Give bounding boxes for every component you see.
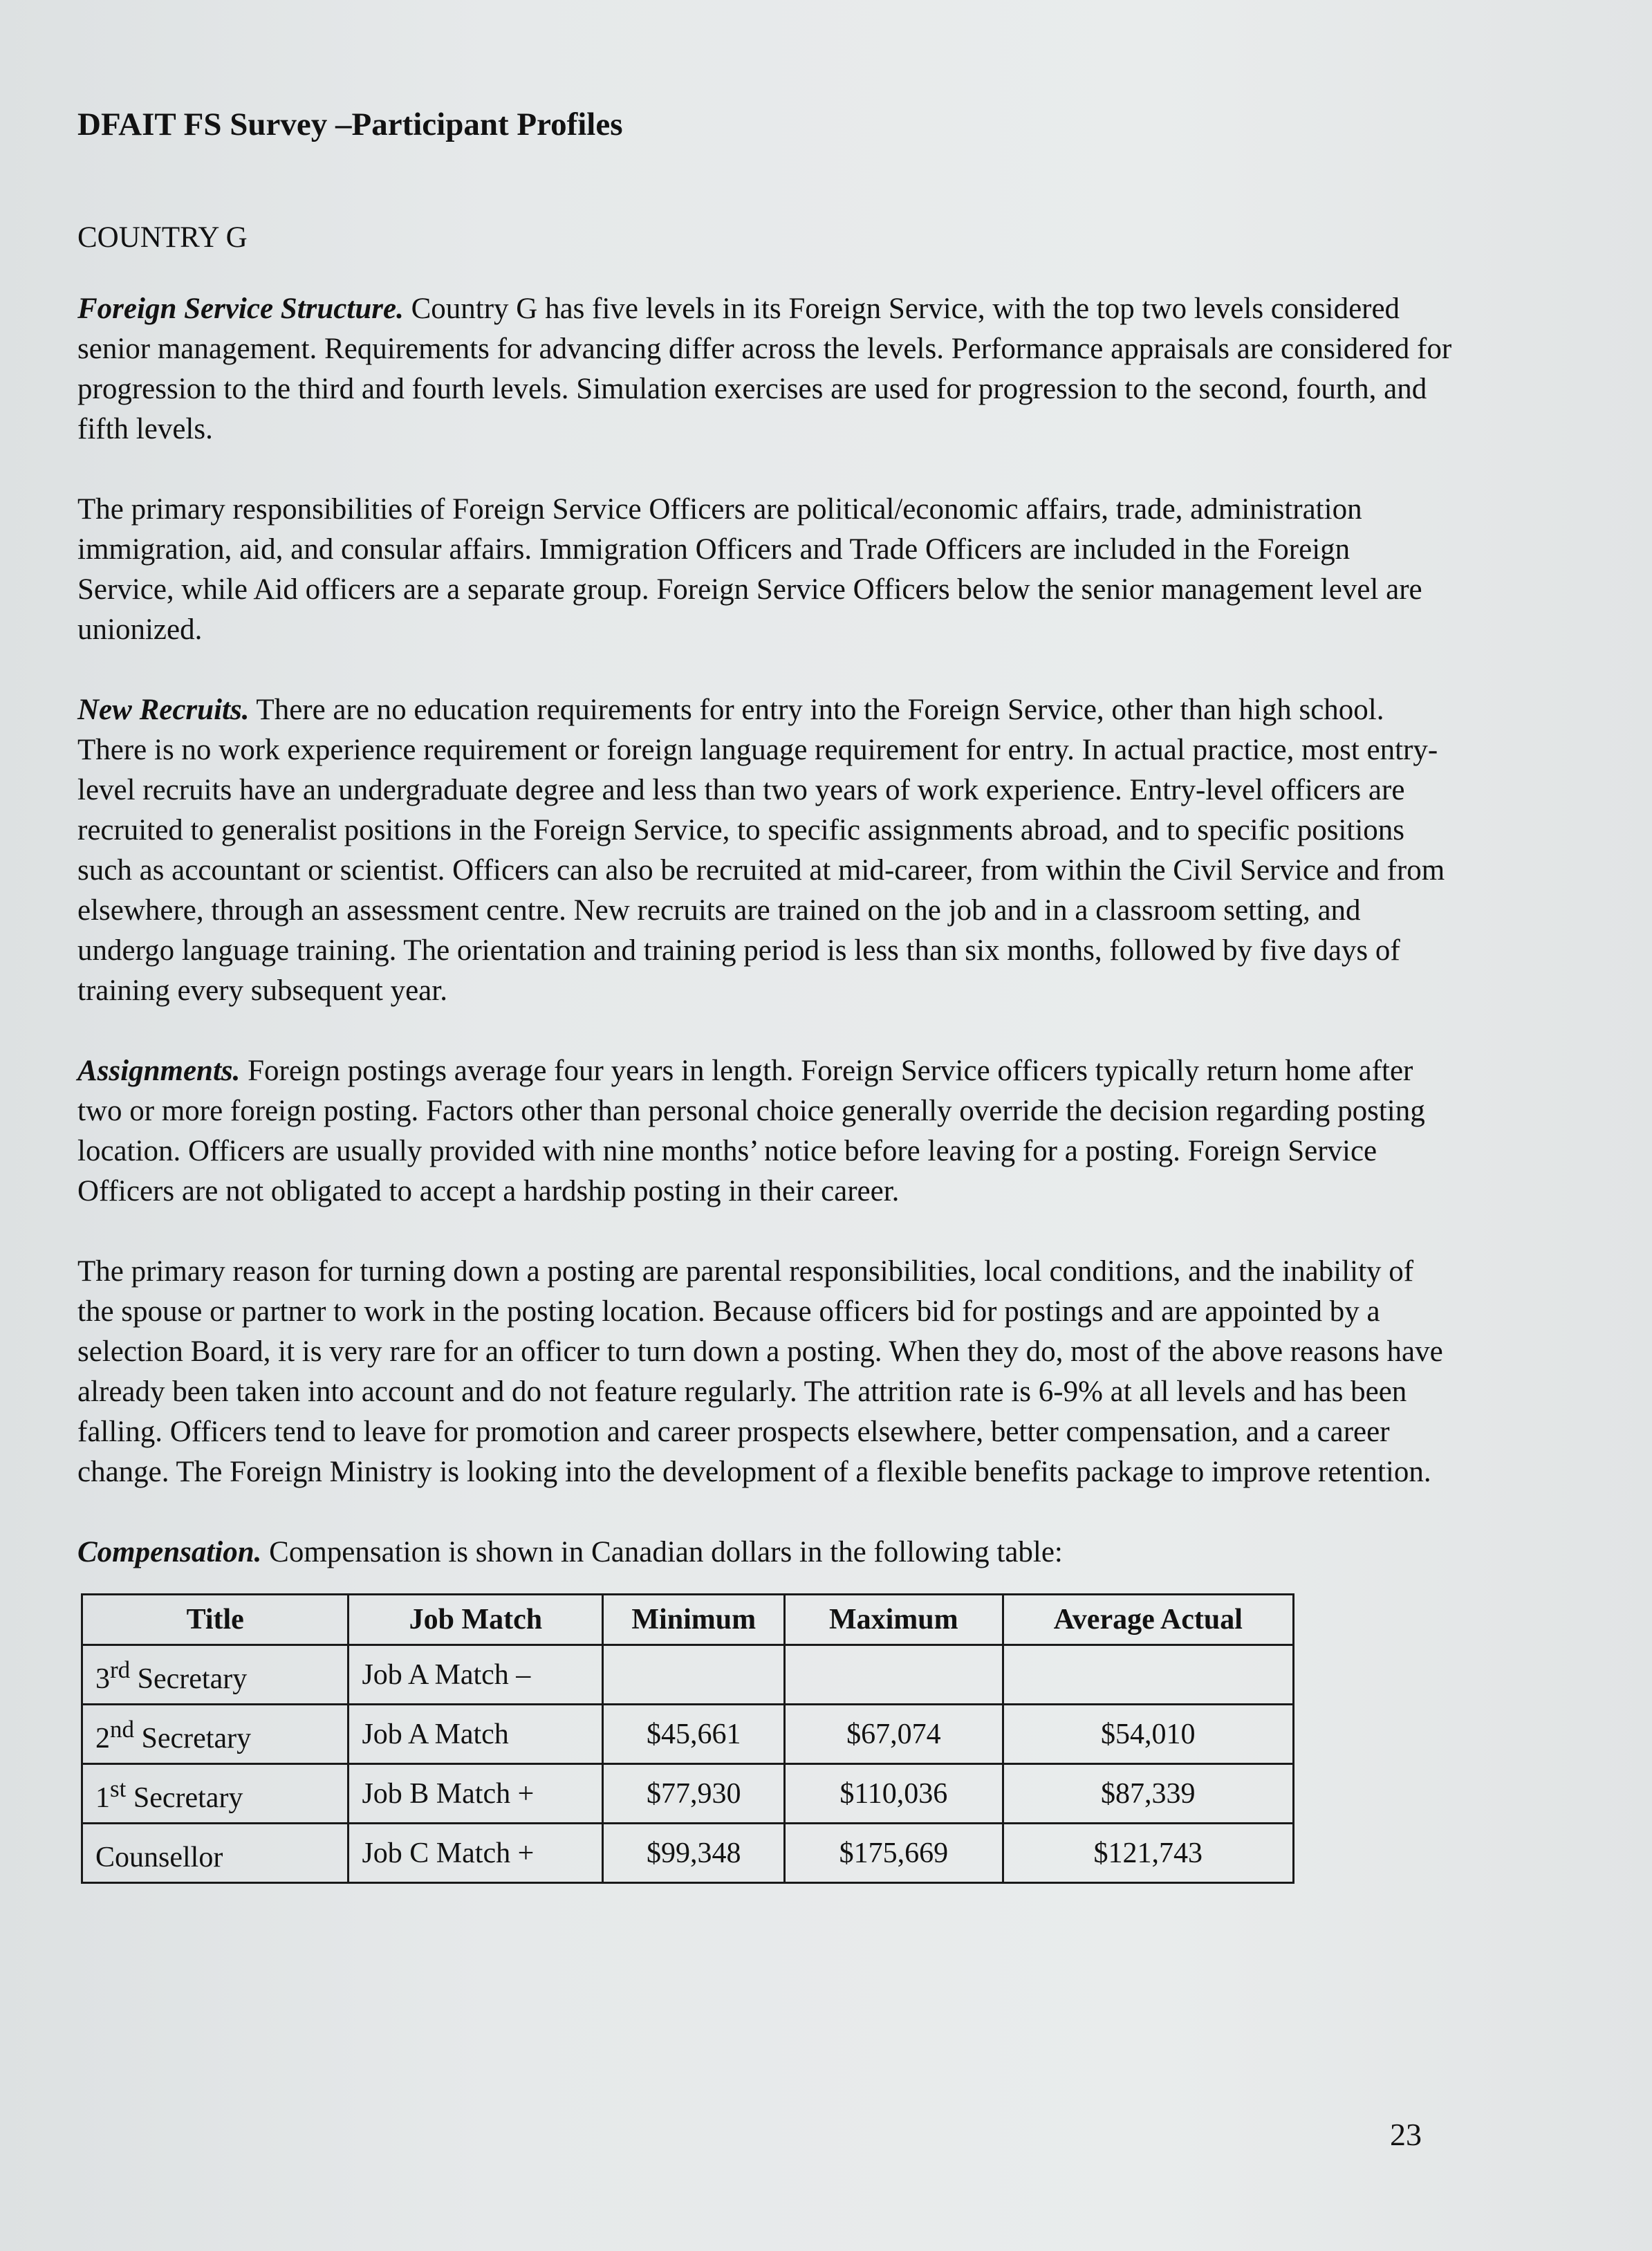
table-row <box>82 1705 1294 1764</box>
section-lead: Foreign Service Structure. <box>77 293 404 325</box>
cell-minimum <box>603 1645 785 1705</box>
page-number: 23 <box>1390 2117 1422 2152</box>
table-header-row <box>82 1595 1294 1645</box>
compensation-table <box>81 1593 1294 1884</box>
cell-title: Counsellor <box>82 1824 349 1883</box>
section-lead: New Recruits. <box>77 694 250 726</box>
column-header-maximum: Maximum <box>785 1595 1003 1645</box>
paragraph-text: Foreign postings average four years in length. Foreign Service officers typically return home after two or more foreign posting. Factors other than personal choice generally override the decision regarding posting location. Officers are usually provided with nine months’ notice before leaving for a posting. Foreign Service Officers are not obligated to accept a hardship posting in their career. <box>77 1055 1425 1207</box>
paragraph-turning-down-posting <box>77 1252 1454 1492</box>
column-header-minimum: Minimum <box>603 1595 785 1645</box>
cell-average: $87,339 <box>1003 1764 1294 1824</box>
column-header-title: Title <box>82 1595 349 1645</box>
paragraph-text: Compensation is shown in Canadian dollars in the following table: <box>261 1536 1063 1568</box>
cell-maximum: $110,036 <box>785 1764 1003 1824</box>
cell-job-match: Job A Match – <box>349 1645 603 1705</box>
column-header-average-actual: Average Actual <box>1003 1595 1294 1645</box>
cell-average <box>1003 1645 1294 1705</box>
cell-title: 2nd Secretary <box>82 1705 349 1764</box>
cell-average: $54,010 <box>1003 1705 1294 1764</box>
paragraph-assignments <box>77 1051 1454 1212</box>
paragraph-compensation <box>77 1532 1454 1573</box>
cell-minimum: $45,661 <box>603 1705 785 1764</box>
document-content <box>77 104 1454 1884</box>
table-row <box>82 1764 1294 1824</box>
paragraph-responsibilities <box>77 490 1454 650</box>
cell-job-match: Job C Match + <box>349 1824 603 1883</box>
paragraph-text: The primary responsibilities of Foreign Service Officers are political/economic affairs, trade, administration immigration, aid, and consular affairs. Immigration Officers and Trade Officers are included in the Foreign Service, while Aid officers are a separate group. Foreign Service Officers below the senior management level are unionized. <box>77 493 1422 646</box>
cell-title: 3rd Secretary <box>82 1645 349 1705</box>
cell-average: $121,743 <box>1003 1824 1294 1883</box>
paragraph-text: Country G has five levels in its Foreign Service, with the top two levels considered senior management. Requirements for advancing differ across the levels. Performance appraisals are considered for progression to the third and fourth levels. Simulation exercises are used for progression to the second, fourth, and fifth levels. <box>77 293 1452 445</box>
cell-maximum: $175,669 <box>785 1824 1003 1883</box>
column-header-job-match: Job Match <box>349 1595 603 1645</box>
table-row <box>82 1645 1294 1705</box>
cell-title: 1st Secretary <box>82 1764 349 1824</box>
page-title: DFAIT FS Survey –Participant Profiles <box>77 106 623 142</box>
table-row <box>82 1824 1294 1883</box>
paragraph-text: There are no education requirements for entry into the Foreign Service, other than high school. There is no work experience requirement or foreign language requirement for entry. In actual practice, most entry-level recruits have an undergraduate degree and less than two years of work experience. Entry-level officers are recruited to generalist positions in the Foreign Service, to specific assignments abroad, and to specific positions such as accountant or scientist. Officers can also be recruited at mid-career, from within the Civil Service and from elsewhere, through an assessment centre. New recruits are trained on the job and in a classroom setting, and undergo language training. The orientation and training period is less than six months, followed by five days of training every subsequent year. <box>77 694 1445 1007</box>
cell-job-match: Job B Match + <box>349 1764 603 1824</box>
paragraph-foreign-service-structure <box>77 289 1454 450</box>
paragraph-text: The primary reason for turning down a posting are parental responsibilities, local conditions, and the inability of the spouse or partner to work in the posting location. Because officers bid for postings and are appointed by a selection Board, it is very rare for an officer to turn down a posting. When they do, most of the above reasons have already been taken into account and do not feature regularly. The attrition rate is 6-9% at all levels and has been falling. Officers tend to leave for promotion and career prospects elsewhere, better compensation, and a career change. The Foreign Ministry is looking into the development of a flexible benefits package to improve retention. <box>77 1255 1443 1488</box>
section-lead: Compensation. <box>77 1536 262 1568</box>
cell-maximum <box>785 1645 1003 1705</box>
section-lead: Assignments. <box>77 1055 241 1087</box>
cell-minimum: $77,930 <box>603 1764 785 1824</box>
country-heading: COUNTRY G <box>77 221 248 254</box>
cell-minimum: $99,348 <box>603 1824 785 1883</box>
cell-maximum: $67,074 <box>785 1705 1003 1764</box>
cell-job-match: Job A Match <box>349 1705 603 1764</box>
paragraph-new-recruits <box>77 690 1454 1011</box>
